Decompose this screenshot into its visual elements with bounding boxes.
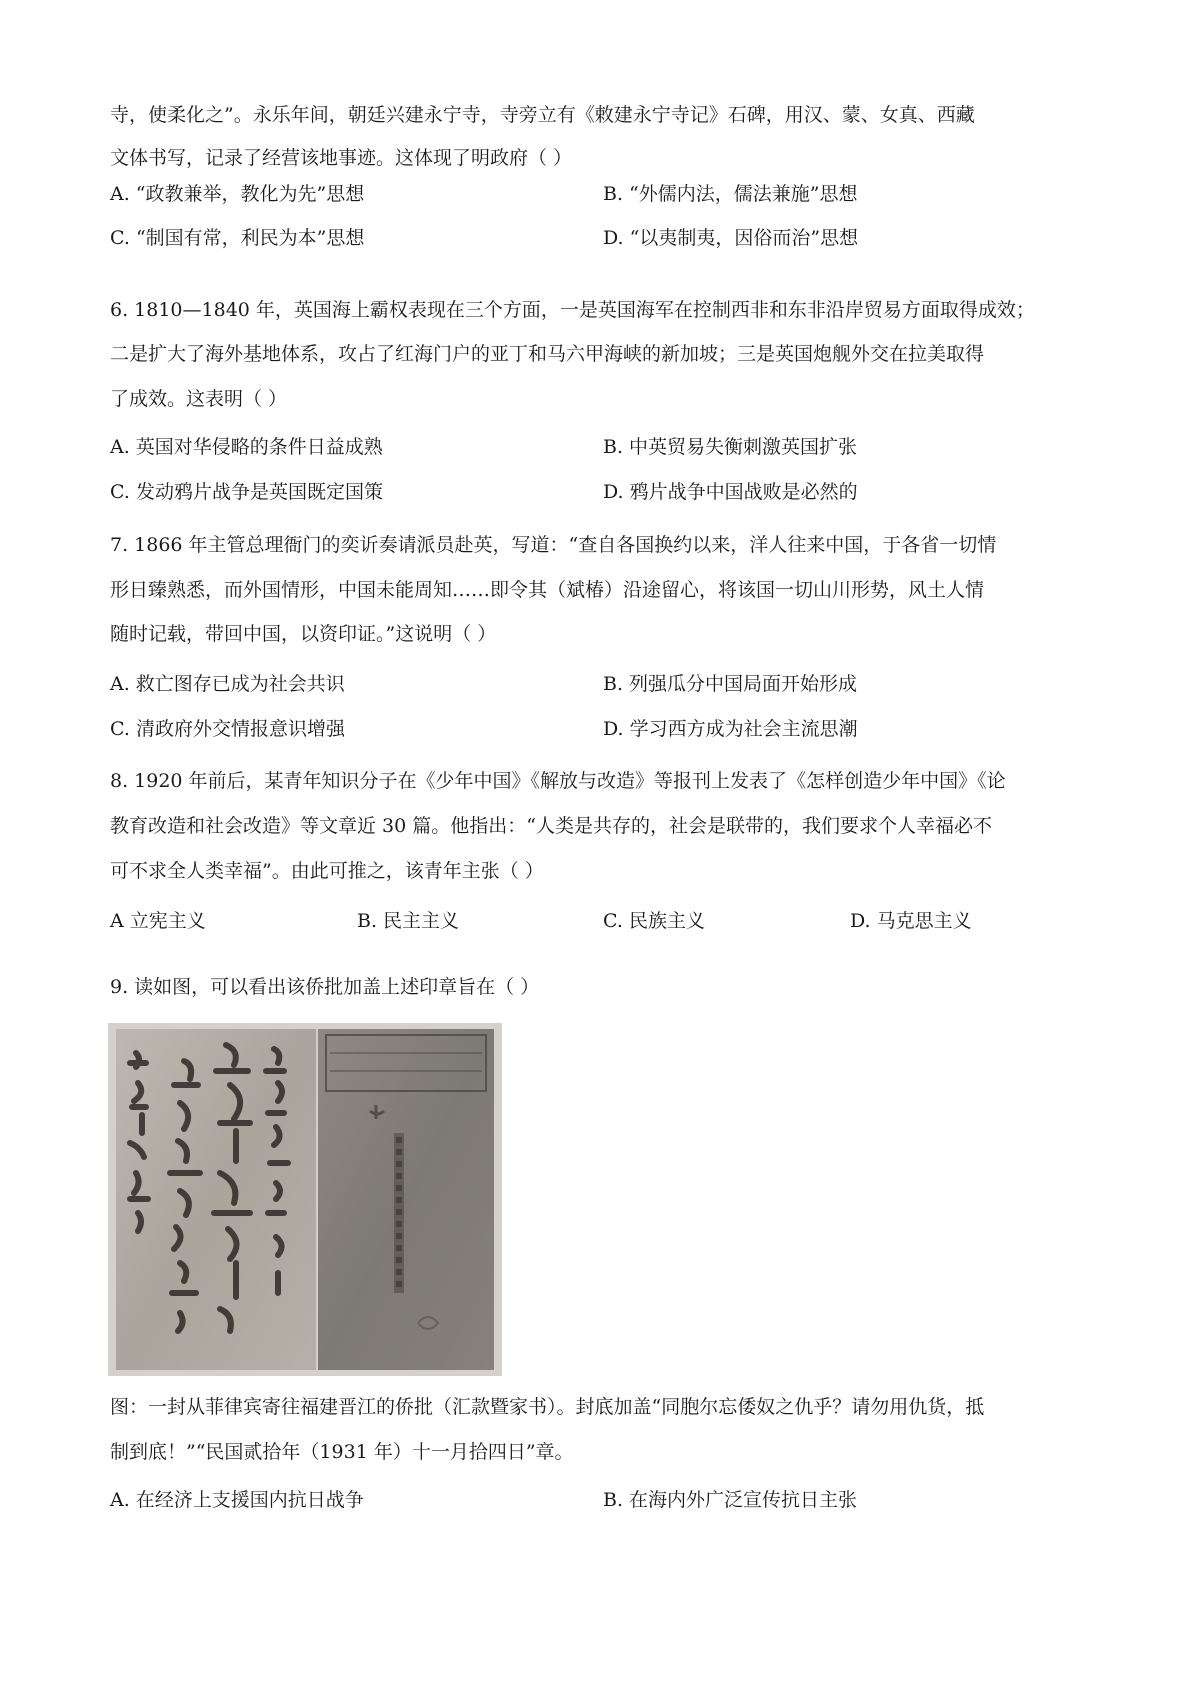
envelope-back bbox=[318, 1029, 494, 1370]
q6-option-a[interactable]: A. 英国对华侵略的条件日益成熟 bbox=[110, 436, 383, 458]
q8-stem-line-2: 教育改造和社会改造》等文章近 30 篇。他指出：“人类是共存的，社会是联带的，我们要求个人幸福必不 bbox=[110, 815, 992, 837]
q5-stem-line-1: 寺，使柔化之”。永乐年间，朝廷兴建永宁寺，寺旁立有《敕建永宁寺记》石碑，用汉、蒙、女真、西藏 bbox=[110, 104, 975, 126]
q5-option-b[interactable]: B. “外儒内法，儒法兼施”思想 bbox=[603, 183, 858, 205]
q8-option-b[interactable]: B. 民主主义 bbox=[357, 910, 460, 932]
q8-stem-line-1: 8. 1920 年前后，某青年知识分子在《少年中国》《解放与改造》等报刊上发表了《怎样创造少年中国》《论 bbox=[110, 770, 1006, 792]
q6-option-b[interactable]: B. 中英贸易失衡刺激英国扩张 bbox=[603, 436, 858, 458]
q9-option-a[interactable]: A. 在经济上支援国内抗日战争 bbox=[110, 1489, 364, 1511]
q6-stem-line-3: 了成效。这表明（ ） bbox=[110, 388, 288, 410]
q7-option-c[interactable]: C. 清政府外交情报意识增强 bbox=[110, 718, 345, 740]
q5-option-d[interactable]: D. “以夷制夷，因俗而治”思想 bbox=[603, 227, 859, 249]
q7-option-b[interactable]: B. 列强瓜分中国局面开始形成 bbox=[603, 673, 858, 695]
q7-stem-line-1: 7. 1866 年主管总理衙门的奕䜣奏请派员赴英，写道：“查自各国换约以来，洋人往来中国，于各省一切情 bbox=[110, 534, 997, 556]
q5-option-a[interactable]: A. “政教兼举，教化为先”思想 bbox=[110, 183, 365, 205]
q9-option-b[interactable]: B. 在海内外广泛宣传抗日主张 bbox=[603, 1489, 858, 1511]
q6-stem-line-2: 二是扩大了海外基地体系，攻占了红海门户的亚丁和马六甲海峡的新加坡；三是英国炮舰外交在拉美取得 bbox=[110, 343, 985, 365]
q7-stem-line-2: 形日臻熟悉，而外国情形，中国未能周知……即令其（斌椿）沿途留心，将该国一切山川形势，风土人情 bbox=[110, 579, 985, 601]
q7-option-a[interactable]: A. 救亡图存已成为社会共识 bbox=[110, 673, 345, 695]
q8-option-d[interactable]: D. 马克思主义 bbox=[850, 910, 972, 932]
q8-option-a[interactable]: A 立宪主义 bbox=[110, 910, 206, 932]
qiaopi-letter-illustration bbox=[108, 1023, 502, 1376]
q5-stem-line-2: 文体书写，记录了经营该地事迹。这体现了明政府（ ） bbox=[110, 147, 573, 169]
q8-option-c[interactable]: C. 民族主义 bbox=[603, 910, 705, 932]
q7-stem-line-3: 随时记载，带回中国，以资印证。”这说明（ ） bbox=[110, 623, 497, 645]
q6-stem-line-1: 6. 1810—1840 年，英国海上霸权表现在三个方面，一是英国海军在控制西非和东非沿岸贸易方面取得成效； bbox=[110, 299, 1035, 321]
q6-option-d[interactable]: D. 鸦片战争中国战败是必然的 bbox=[603, 481, 858, 503]
q9-figure-caption-line-1: 图：一封从菲律宾寄往福建晋江的侨批（汇款暨家书）。封底加盖“同胞尔忘倭奴之仇乎？请勿用仇货，抵 bbox=[110, 1396, 985, 1418]
qiaopi-letter-photo bbox=[108, 1023, 502, 1376]
q7-option-d[interactable]: D. 学习西方成为社会主流思潮 bbox=[603, 718, 858, 740]
q8-stem-line-3: 可不求全人类幸福”。由此可推之，该青年主张（ ） bbox=[110, 860, 544, 882]
q9-figure-caption-line-2: 制到底！”“民国贰拾年（1931 年）十一月拾四日”章。 bbox=[110, 1441, 574, 1463]
q6-option-c[interactable]: C. 发动鸦片战争是英国既定国策 bbox=[110, 481, 383, 503]
q5-option-c[interactable]: C. “制国有常，利民为本”思想 bbox=[110, 227, 365, 249]
q9-stem-line-1: 9. 读如图，可以看出该侨批加盖上述印章旨在（ ） bbox=[110, 976, 540, 998]
